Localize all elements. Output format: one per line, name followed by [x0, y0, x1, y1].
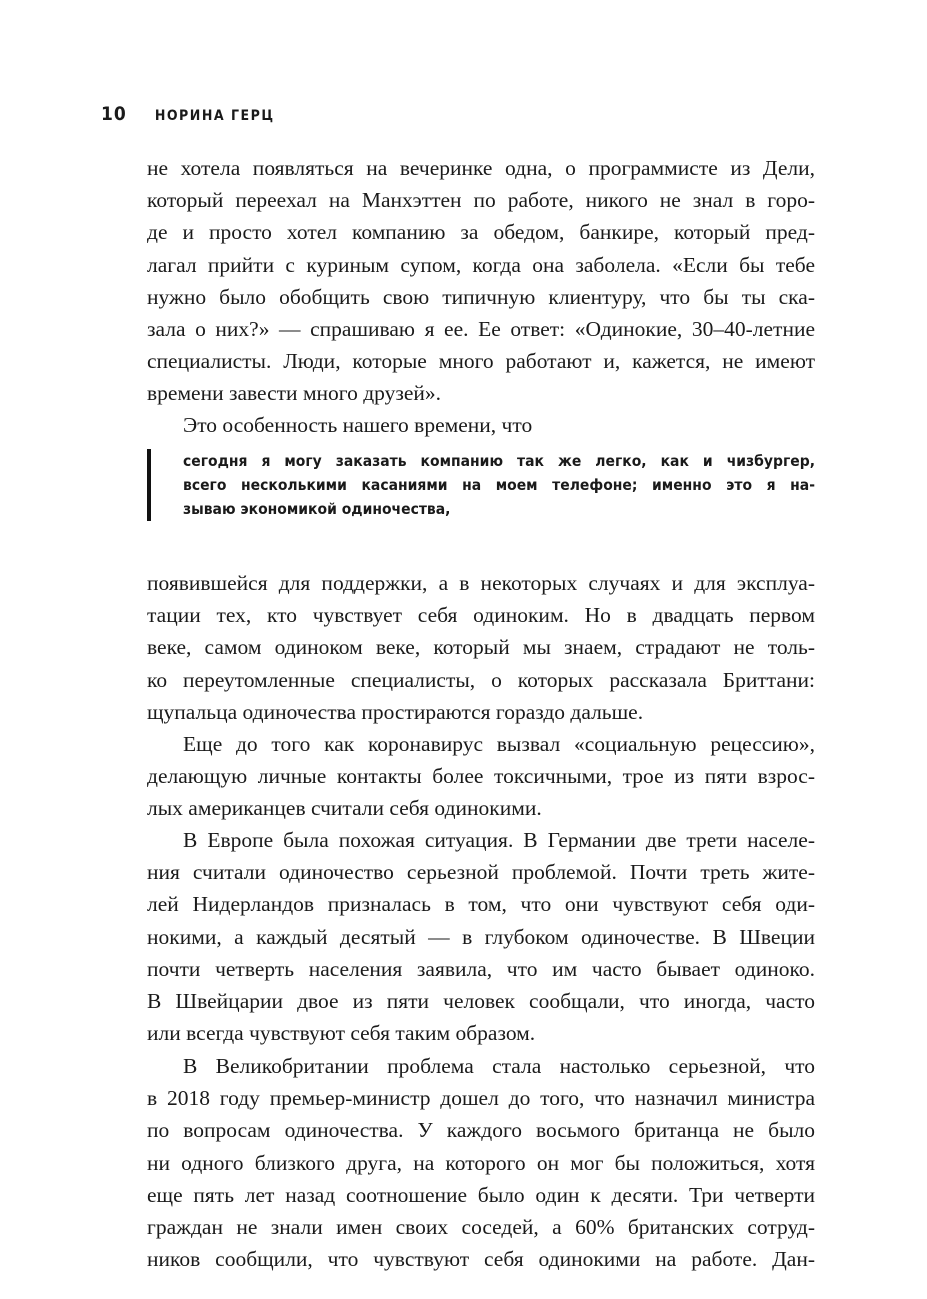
text-line: появившейся для поддержки, а в некоторых случаях и для эксплуа- — [147, 571, 815, 595]
text-line: веке, самом одиноком веке, который мы знаем, страдают не толь- — [147, 635, 815, 660]
text-line: нокими, а каждый десятый — в глубоком одиночестве. В Швеции — [147, 924, 815, 949]
text-line: почти четверть населения заявила, что им часто бывает одиноко. — [147, 956, 815, 981]
text-line: специалисты. Люди, которые много работают и, кажется, не имеют — [147, 349, 815, 374]
page-number: 10 — [101, 103, 127, 125]
text-line: ния считали одиночество серьезной проблемой. Почти треть жите- — [147, 860, 815, 885]
text-line: еще пять лет назад соотношение было один к десяти. Три четверти — [147, 1182, 815, 1207]
text-line: ни одного близкого друга, на которого он мог бы положиться, хотя — [147, 1150, 815, 1175]
paragraph-3 — [147, 567, 815, 728]
quote-bar — [147, 449, 151, 521]
text-line: ко переутомленные специалисты, о которых рассказала Бриттани: — [147, 667, 815, 692]
text-line: лых американцев считали себя одинокими. — [147, 796, 542, 821]
text-line: В Европе была похожая ситуация. В Германии две трети населе- — [183, 828, 815, 852]
quote-line: зываю экономикой одиночества, — [183, 500, 451, 518]
text-line: зала о них?» — спрашиваю я ее. Ее ответ: «Одинокие, 30–40-летние — [147, 316, 815, 341]
page-header — [101, 103, 275, 125]
quote-line: всего несколькими касаниями на моем телефоне; именно это я на- — [183, 476, 815, 494]
quote-line: сегодня я могу заказать компанию так же легко, как и чизбургер, — [183, 452, 815, 470]
text-line: ников сообщили, что чувствуют себя одинокими на работе. Дан- — [147, 1247, 815, 1272]
paragraph-5 — [147, 824, 815, 1049]
text-line: по вопросам одиночества. У каждого восьмого британца не было — [147, 1118, 815, 1143]
text-line: который переехал на Манхэттен по работе, никого не знал в горо- — [147, 188, 815, 213]
paragraph-6 — [147, 1050, 815, 1275]
text-line: времени завести много друзей». — [147, 381, 442, 406]
text-line: лагал прийти с куриным супом, когда она заболела. «Если бы тебе — [147, 252, 815, 277]
text-line: Еще до того как коронавирус вызвал «социальную рецессию», — [183, 732, 815, 756]
text-line: не хотела появляться на вечеринке одна, о программисте из Дели, — [147, 156, 815, 180]
text-line: В Великобритании проблема стала настолько серьезной, что — [183, 1054, 815, 1078]
text-line: щупальца одиночества простираются гораздо дальше. — [147, 699, 644, 724]
pull-quote — [147, 449, 815, 521]
running-head: НОРИНА ГЕРЦ — [154, 108, 275, 124]
text-line: или всегда чувствуют себя таким образом. — [147, 1021, 536, 1046]
paragraph-1 — [147, 152, 815, 410]
text-line: граждан не знали имен своих соседей, а 60% британских сотруд- — [147, 1214, 815, 1239]
text-line: де и просто хотел компанию за обедом, банкире, который пред- — [147, 220, 815, 245]
paragraph-2 — [147, 409, 815, 441]
text-line: в 2018 году премьер-министр дошел до того, что назначил министра — [147, 1086, 815, 1111]
text-line: нужно было обобщить свою типичную клиентуру, что бы ты ска- — [147, 284, 815, 309]
text-line: Это особенность нашего времени, что — [183, 413, 533, 437]
paragraph-4 — [147, 728, 815, 825]
text-line: тации тех, кто чувствует себя одиноким. Но в двадцать первом — [147, 603, 815, 628]
text-line: делающую личные контакты более токсичными, трое из пяти взрос- — [147, 764, 815, 789]
text-line: лей Нидерландов призналась в том, что они чувствуют себя оди- — [147, 892, 815, 917]
text-line: В Швейцарии двое из пяти человек сообщали, что иногда, часто — [147, 988, 815, 1013]
